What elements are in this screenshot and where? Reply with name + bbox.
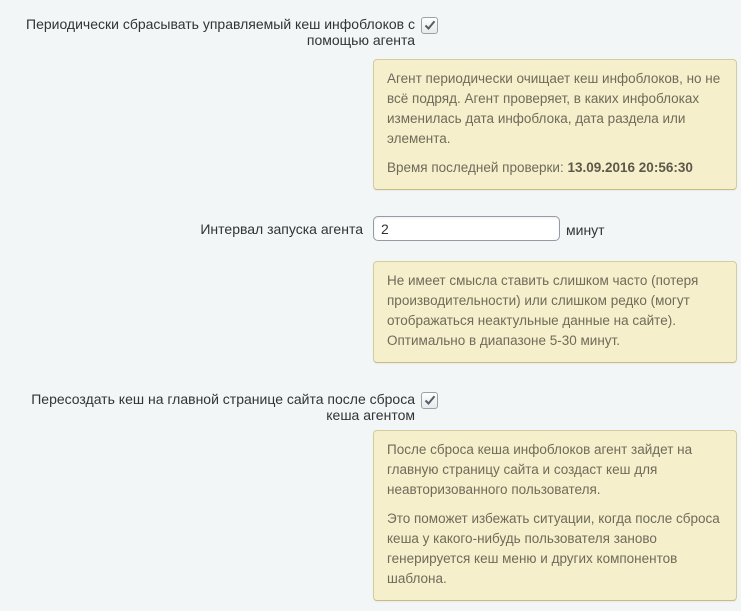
periodic-reset-checkbox[interactable] [421, 17, 438, 34]
recreate-cache-hint-box [373, 430, 737, 601]
hint-text-paragraph-1: После сброса кеша инфоблоков агент зайдет на главную страницу сайта и создаст кеш для неавторизованного пользователя. [387, 442, 693, 497]
periodic-reset-hint-box [373, 59, 737, 190]
last-check-value: 13.09.2016 20:56:30 [567, 160, 693, 175]
recreate-cache-label: Пересоздать кеш на главной странице сайта после сброса кеша агентом [31, 391, 415, 423]
checkmark-icon [424, 20, 436, 31]
hint-text: Не имеет смысла ставить слишком часто (потеря производительности) или слишком редко (могут отображаться неактульные данные на сайте). Оптимально в диапазоне 5-30 минут. [387, 273, 699, 348]
hint-text-paragraph-2: Это поможет избежать ситуации, когда после сброса кеша у какого-нибудь пользователя заново генерируется кеш меню и других компонентов шаблона. [387, 511, 720, 586]
last-check-label: Время последней проверки: [387, 160, 564, 175]
last-check-line [387, 158, 723, 178]
checkmark-icon [424, 395, 436, 406]
agent-interval-input[interactable] [373, 216, 560, 241]
recreate-cache-checkbox[interactable] [421, 392, 438, 409]
agent-interval-suffix: минут [566, 222, 605, 238]
hint-text: Агент периодически очищает кеш инфоблоков, но не всё подряд. Агент проверяет, в каких инфоблоках изменилась дата инфоблока, дата раздела или элемента. [387, 71, 721, 146]
agent-interval-label: Интервал запуска агента [200, 221, 363, 237]
periodic-reset-label: Периодически сбрасывать управляемый кеш инфоблоков с помощью агента [26, 16, 415, 48]
agent-interval-hint-box [373, 261, 737, 363]
